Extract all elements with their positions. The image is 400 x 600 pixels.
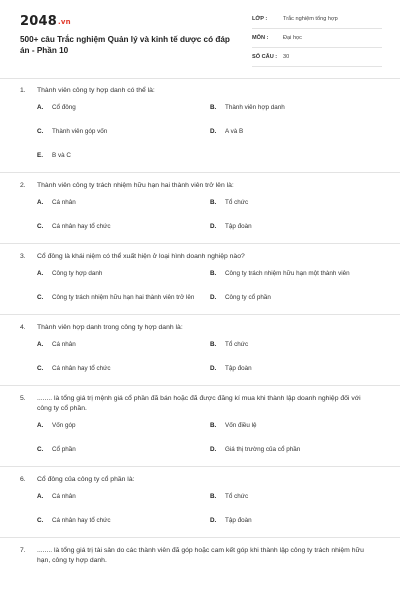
option-text: Cá nhân <box>52 199 76 207</box>
logo-text: 2048 <box>20 14 57 29</box>
answer-option[interactable] <box>210 96 383 120</box>
option-letter: D. <box>210 294 217 302</box>
option-letter: A. <box>37 493 44 501</box>
answer-option[interactable] <box>210 286 383 310</box>
logo-tld: .vn <box>57 18 71 26</box>
answer-option[interactable] <box>37 144 210 168</box>
meta-label: MÔN : <box>252 35 269 41</box>
answer-option[interactable] <box>37 215 210 239</box>
option-text: Tổ chức <box>225 199 249 207</box>
meta-value[interactable]: Đại học <box>283 35 302 41</box>
answer-option[interactable] <box>37 414 210 438</box>
option-text: Thành viên hợp danh <box>225 104 285 112</box>
option-text: Tập đoàn <box>225 517 252 525</box>
option-text: Cổ phần <box>52 446 76 454</box>
question-number: 6. <box>20 476 26 483</box>
question-header <box>0 78 400 96</box>
option-letter: D. <box>210 517 217 525</box>
option-letter: C. <box>37 294 44 302</box>
answer-option[interactable] <box>210 509 383 533</box>
answer-option[interactable] <box>37 333 210 357</box>
question-text: ........ là tổng giá trị mệnh giá cổ phần đã bán hoặc đã được đăng kí mua khi thành lập doanh nghiệp đối với công ty cổ phần. <box>37 395 361 412</box>
question-number: 2. <box>20 182 26 189</box>
option-text: Cá nhân hay tổ chức <box>52 517 111 525</box>
option-text: Cổ đông <box>52 104 76 112</box>
answer-option[interactable] <box>37 286 210 310</box>
answer-option[interactable] <box>210 262 383 286</box>
option-text: Cá nhân <box>52 493 76 501</box>
question-number: 1. <box>20 87 26 94</box>
answer-option[interactable] <box>37 509 210 533</box>
option-letter: B. <box>210 422 217 430</box>
quiz-meta <box>252 10 382 67</box>
option-letter: D. <box>210 365 217 373</box>
meta-row-count <box>252 48 382 67</box>
answer-option[interactable] <box>37 96 210 120</box>
option-letter: B. <box>210 493 217 501</box>
question-text: Thành viên công ty trách nhiệm hữu hạn hai thành viên trở lên là: <box>37 182 234 189</box>
option-letter: B. <box>210 341 217 349</box>
option-letter: C. <box>37 128 44 136</box>
option-text: Tổ chức <box>225 341 249 349</box>
page-title: 500+ câu Trắc nghiệm Quản lý và kinh tế dược có đáp án - Phần 10 <box>20 35 230 55</box>
option-text: Tổ chức <box>225 493 249 501</box>
answer-option[interactable] <box>37 485 210 509</box>
meta-row-subject <box>252 29 382 48</box>
answer-option[interactable] <box>210 357 383 381</box>
question-number: 5. <box>20 395 26 402</box>
question-item <box>0 244 400 315</box>
question-text: Thành viên hợp danh trong công ty hợp danh là: <box>37 324 183 331</box>
meta-value: 30 <box>283 54 290 60</box>
option-letter: A. <box>37 104 44 112</box>
option-text: B và C <box>52 152 71 160</box>
option-letter: B. <box>210 199 217 207</box>
answer-option[interactable] <box>37 357 210 381</box>
question-text: Cổ đông là khái niệm có thể xuất hiện ở loại hình doanh nghiệp nào? <box>37 253 245 260</box>
option-letter: C. <box>37 517 44 525</box>
meta-row-class <box>252 10 382 29</box>
answer-option[interactable] <box>210 191 383 215</box>
option-letter: C. <box>37 365 44 373</box>
question-text: Cổ đông của công ty cổ phần là: <box>37 476 135 483</box>
option-letter: A. <box>37 341 44 349</box>
option-text: Giá thị trường của cổ phần <box>225 446 301 454</box>
question-item <box>0 538 400 566</box>
option-text: Tập đoàn <box>225 223 252 231</box>
question-item <box>0 315 400 386</box>
option-text: Vốn góp <box>52 422 76 430</box>
meta-label: SỐ CÂU : <box>252 54 278 60</box>
answer-options <box>0 485 400 537</box>
site-logo[interactable] <box>20 14 71 29</box>
page-header <box>0 0 400 79</box>
answer-options <box>0 96 400 172</box>
option-letter: B. <box>210 104 217 112</box>
answer-option[interactable] <box>210 215 383 239</box>
question-header <box>0 315 400 333</box>
question-number: 4. <box>20 324 26 331</box>
answer-options <box>0 414 400 466</box>
option-text: Công ty hợp danh <box>52 270 103 278</box>
option-text: Vốn điều lệ <box>225 422 257 430</box>
option-text: Cá nhân hay tổ chức <box>52 223 111 231</box>
answer-option[interactable] <box>210 414 383 438</box>
option-text: Công ty cổ phần <box>225 294 271 302</box>
question-item <box>0 173 400 244</box>
question-header <box>0 244 400 262</box>
option-text: Công ty trách nhiệm hữu hạn hai thành viên trở lên <box>52 294 195 302</box>
option-text: Cá nhân hay tổ chức <box>52 365 111 373</box>
option-text: A và B <box>225 128 244 136</box>
question-header <box>0 386 400 414</box>
option-letter: D. <box>210 446 217 454</box>
answer-option[interactable] <box>210 438 383 462</box>
option-text: Tập đoàn <box>225 365 252 373</box>
option-letter: C. <box>37 223 44 231</box>
question-number: 3. <box>20 253 26 260</box>
option-letter: D. <box>210 128 217 136</box>
option-letter: A. <box>37 270 44 278</box>
answer-option[interactable] <box>37 438 210 462</box>
answer-option[interactable] <box>210 333 383 357</box>
question-header <box>0 173 400 191</box>
option-letter: A. <box>37 422 44 430</box>
question-item <box>0 386 400 467</box>
question-header <box>0 467 400 485</box>
answer-option[interactable] <box>37 191 210 215</box>
meta-value[interactable]: Trắc nghiệm tổng hợp <box>283 16 338 22</box>
answer-option[interactable] <box>210 120 383 144</box>
question-text: ........ là tổng giá trị tài sản do các thành viên đã góp hoặc cam kết góp khi thành lập công ty trách nhiệm hữu hạn, công ty hợp danh. <box>37 547 364 564</box>
question-number: 7. <box>20 547 26 554</box>
question-text: Thành viên công ty hợp danh có thể là: <box>37 87 155 94</box>
option-letter: E. <box>37 152 43 160</box>
option-letter: D. <box>210 223 217 231</box>
answer-options <box>0 333 400 385</box>
answer-option[interactable] <box>210 485 383 509</box>
question-item <box>0 78 400 173</box>
answer-option[interactable] <box>37 262 210 286</box>
option-text: Công ty trách nhiệm hữu hạn một thành viên <box>225 270 350 278</box>
answer-option[interactable] <box>37 120 210 144</box>
meta-label: LỚP : <box>252 16 268 22</box>
option-letter: A. <box>37 199 44 207</box>
option-letter: C. <box>37 446 44 454</box>
option-text: Cá nhân <box>52 341 76 349</box>
answer-options <box>0 191 400 243</box>
question-list <box>0 78 400 566</box>
question-header <box>0 538 400 566</box>
option-letter: B. <box>210 270 217 278</box>
answer-options <box>0 262 400 314</box>
option-text: Thành viên góp vốn <box>52 128 108 136</box>
question-item <box>0 467 400 538</box>
